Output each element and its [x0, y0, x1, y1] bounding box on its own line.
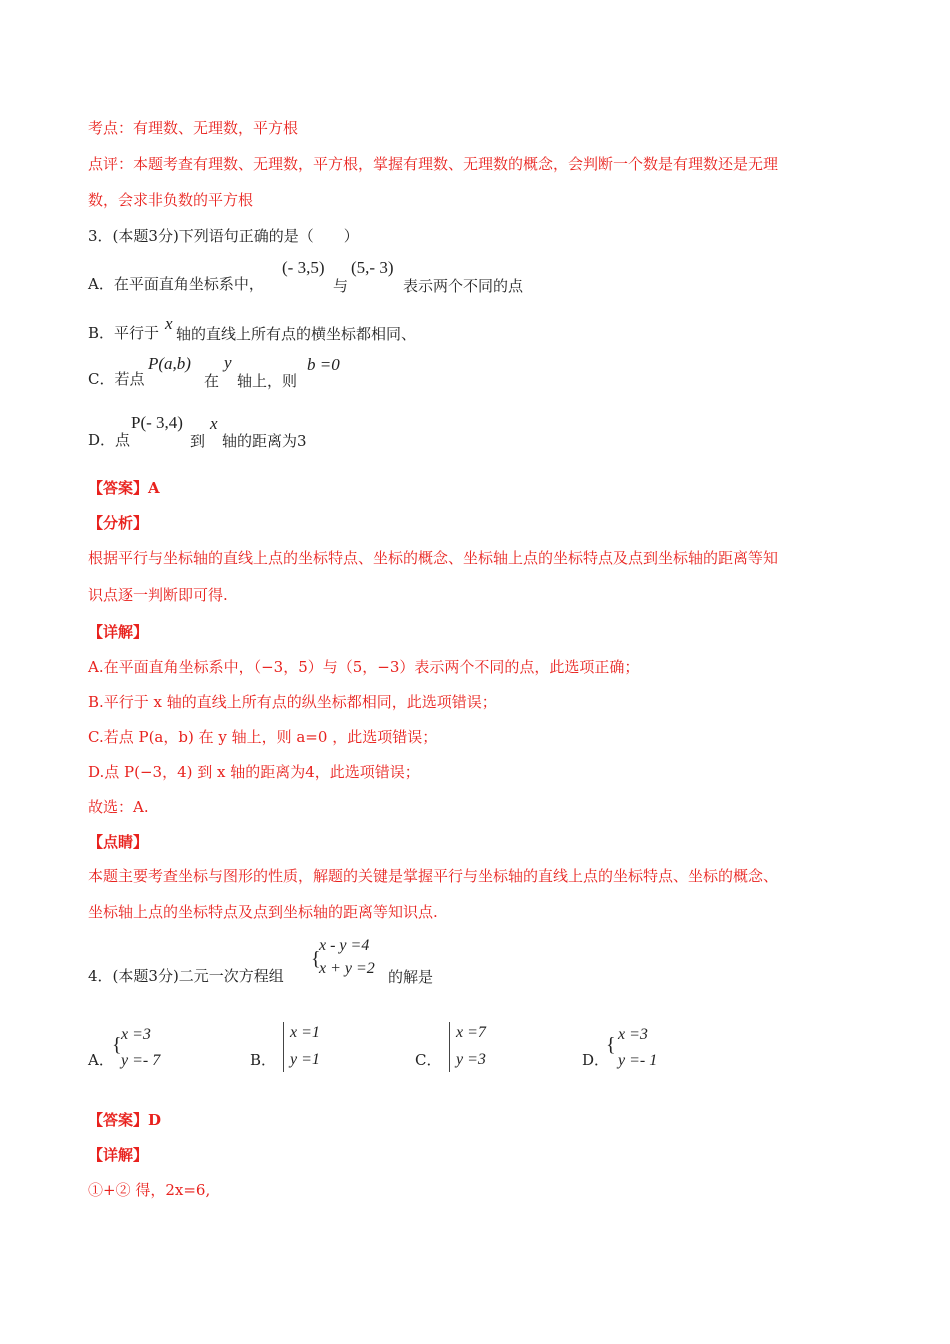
q3-option-c-point: P(a,b) [148, 354, 191, 373]
q3-option-c-mid2: 轴上，则 [237, 372, 298, 390]
q3-analysis-line-1: 根据平行与坐标轴的直线上点的坐标特点、坐标的概念、坐标轴上点的坐标特点及点到坐标轴的距离等知 [88, 549, 779, 567]
q3-option-b-prefix: B．平行于 [88, 324, 160, 342]
q4-option-c-label: C． [415, 1051, 442, 1069]
q4-option-d-brace: { [606, 1034, 616, 1056]
q4-option-b-brace [283, 1022, 284, 1072]
q4-option-a-line-1: x =3 [121, 1026, 151, 1043]
q4-option-b-label: B． [250, 1051, 277, 1069]
q4-option-c-line-1: x =7 [456, 1024, 486, 1041]
q3-detail-a: A.在平面直角坐标系中，（−3，5）与（5，−3）表示两个不同的点，此选项正确； [88, 658, 640, 676]
q3-answer: 【答案】A [88, 479, 160, 497]
q4-answer: 【答案】D [88, 1111, 162, 1129]
q3-detail-b: B.平行于 x 轴的直线上所有点的纵坐标都相同，此选项错误； [88, 693, 497, 711]
q3-option-d-prefix: D．点 [88, 431, 131, 449]
q3-detail-d: D.点 P(−3，4) 到 x 轴的距离为4，此选项错误； [88, 763, 420, 781]
kaodian-line: 考点：有理数、无理数，平方根 [88, 119, 299, 137]
q3-conclusion: 故选：A. [88, 798, 149, 816]
q3-option-c-var: y [224, 353, 232, 372]
q4-detail-line-1: ①+② 得，2x=6, [88, 1181, 211, 1199]
dianping-line-1: 点评：本题考查有理数、无理数，平方根，掌握有理数、无理数的概念，会判断一个数是有理数还是无理 [88, 155, 779, 173]
q4-stem-prefix: 4．(本题3分)二元一次方程组 [88, 967, 284, 985]
q3-option-c-eq: b =0 [307, 355, 340, 374]
q3-option-d-point: P(- 3,4) [131, 413, 183, 432]
q3-option-a-suffix: 表示两个不同的点 [403, 277, 524, 295]
q4-option-a-line-2: y =- 7 [121, 1052, 161, 1069]
q3-detail-c: C.若点 P(a，b) 在 y 轴上，则 a=0 ，此选项错误； [88, 728, 438, 746]
q3-option-c-prefix: C．若点 [88, 370, 145, 388]
q4-option-c-brace [449, 1022, 450, 1072]
q3-stem: 3．(本题3分)下列语句正确的是（ ） [88, 227, 359, 245]
q3-analysis-line-2: 识点逐一判断即可得. [88, 586, 228, 604]
q4-equation-1: x - y =4 [319, 937, 370, 954]
q4-option-b-line-2: y =1 [290, 1051, 320, 1068]
q3-option-a-point2: (5,- 3) [351, 258, 394, 277]
q3-option-c-mid: 在 [204, 372, 220, 390]
q4-option-a-label: A． [88, 1051, 114, 1069]
q3-comment-heading: 【点睛】 [88, 833, 149, 851]
q4-detail-heading: 【详解】 [88, 1146, 149, 1164]
q4-option-c-line-2: y =3 [456, 1051, 486, 1068]
q4-option-a-brace: { [112, 1034, 122, 1056]
q4-stem-suffix: 的解是 [388, 968, 434, 986]
q3-option-d-mid: 到 [190, 432, 206, 450]
q4-equation-2: x + y =2 [319, 960, 375, 977]
q4-option-d-line-2: y =- 1 [618, 1052, 658, 1069]
q3-option-a-prefix: A．在平面直角坐标系中， [88, 275, 264, 293]
q3-option-d-suffix: 轴的距离为3 [222, 432, 307, 450]
q3-detail-heading: 【详解】 [88, 623, 149, 641]
q3-option-b-suffix: 轴的直线上所有点的横坐标都相同、 [176, 325, 417, 343]
q3-analysis-heading: 【分析】 [88, 514, 149, 532]
q3-comment-line-1: 本题主要考查坐标与图形的性质，解题的关键是掌握平行与坐标轴的直线上点的坐标特点、坐标的概念、 [88, 867, 779, 885]
q4-option-d-line-1: x =3 [618, 1026, 648, 1043]
q3-option-b-var: x [165, 314, 173, 333]
q4-system-brace: { [311, 948, 321, 970]
dianping-line-2: 数，会求非负数的平方根 [88, 191, 254, 209]
q3-option-a-point1: (- 3,5) [282, 258, 325, 277]
q3-option-d-var: x [210, 414, 218, 433]
q4-option-b-line-1: x =1 [290, 1024, 320, 1041]
q3-comment-line-2: 坐标轴上点的坐标特点及点到坐标轴的距离等知识点. [88, 903, 438, 921]
q3-option-a-mid: 与 [333, 277, 349, 295]
q4-option-d-label: D． [582, 1051, 610, 1069]
